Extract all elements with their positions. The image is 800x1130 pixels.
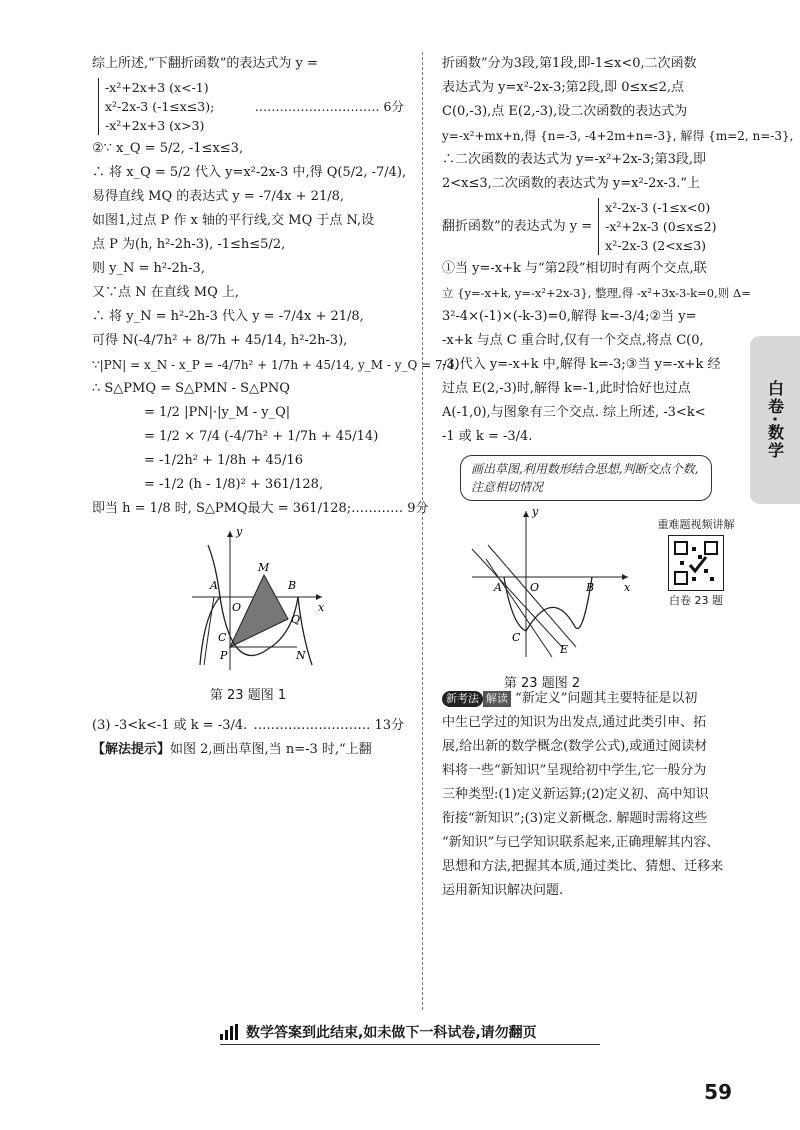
piece-row: -x²+2x+3 (x>3)	[105, 118, 205, 133]
point-label: C	[218, 631, 227, 644]
text-line: y=-x²+mx+n,得 {n=-3, -4+2m+n=-3}, 解得 {m=2, n=-3},	[442, 129, 794, 143]
point-label: P	[220, 649, 228, 662]
hint-text: 如图 2,画出草图,当 n=-3 时,“上翻	[170, 742, 372, 757]
piece-row: -x²+2x+3 (x<-1)	[105, 80, 209, 95]
note-bubble: 画出草图,利用数形结合思想,判断交点个数,注意相切情况	[460, 455, 712, 501]
piecewise-function-2	[598, 198, 716, 255]
axis-label-x: x	[318, 601, 325, 614]
bars-icon	[220, 1024, 238, 1040]
text-line: 3²-4×(-1)×(-k-3)=0,解得 k=-3/4;②当 y=	[442, 309, 697, 324]
point-label: A	[494, 581, 502, 594]
solution-hint	[92, 738, 404, 762]
footer-text: 数学答案到此结束,如未做下一科试卷,请勿翻页	[246, 1025, 537, 1041]
text-line: ∴ 将 x_Q = 5/2 代入 y=x²-2x-3 中,得 Q(5/2, -7/4),	[92, 165, 407, 180]
score-13: ……………………… 13分	[253, 718, 404, 733]
piecewise-function-1	[98, 78, 404, 135]
qr-title: 重难题视频讲解	[657, 518, 735, 531]
interpretation-badge: 解读	[483, 691, 511, 707]
text-line: 翻折函数”的表达式为 y =	[442, 218, 593, 234]
text-line: 表达式为 y=x²-2x-3;第2段,即 0≤x≤2,点	[442, 80, 685, 95]
point-label: C	[512, 631, 521, 644]
figure-1-caption: 第 23 题图 1	[209, 688, 287, 703]
axis-label-y: y	[532, 507, 539, 518]
axis-label-y: y	[236, 525, 243, 538]
text-line: 2<x≤3,二次函数的表达式为 y=x²-2x-3.“上	[442, 176, 700, 191]
figure-2	[442, 507, 742, 691]
section-tab-label: 白卷·数学	[765, 379, 785, 461]
text-line: = 1/2 |PN|·|y_M - y_Q|	[144, 405, 291, 420]
footer-banner	[220, 1020, 600, 1045]
score-9: ………… 9分	[351, 501, 429, 516]
text-line: 中生已学过的知识为出发点,通过此类引申、拓	[442, 715, 707, 730]
piece-row: x²-2x-3 (-1≤x<0)	[605, 200, 711, 215]
qr-subtitle: 白卷 23 题	[669, 594, 723, 607]
text-line: = -1/2 (h - 1/8)² + 361/128,	[144, 477, 324, 492]
text-line: -3)代入 y=-x+k 中,解得 k=-3;③当 y=-x+k 经	[442, 357, 721, 372]
point-label: B	[288, 579, 297, 592]
qr-code-icon[interactable]	[668, 535, 724, 591]
text-line: 三种类型:(1)定义新运算;(2)定义初、高中知识	[442, 787, 709, 802]
text-line: 易得直线 MQ 的表达式 y = -7/4x + 21/8,	[92, 189, 344, 204]
text-line: 如图1,过点 P 作 x 轴的平行线,交 MQ 于点 N,设	[92, 213, 375, 228]
text-line: ∴二次函数的表达式为 y=-x²+2x-3;第3段,即	[442, 152, 707, 167]
left-column	[92, 52, 459, 762]
figure-1-graph	[92, 525, 404, 675]
text-line: 立 {y=-x+k, y=-x²+2x-3}, 整理,得 -x²+3x-3-k=0,则 Δ=	[442, 286, 751, 300]
text-line: ∴ 将 y_N = h²-2h-3 代入 y = -7/4x + 21/8,	[92, 309, 364, 324]
piece-row: x²-2x-3 (-1≤x≤3);	[105, 99, 215, 114]
text-line: 可得 N(-4/7h² + 8/7h + 45/14, h²-2h-3),	[92, 333, 348, 348]
point-label: A	[210, 579, 218, 592]
point-label: O	[530, 581, 540, 594]
text-line: 过点 E(2,-3)时,解得 k=-1,此时恰好也过点	[442, 381, 691, 396]
text-line: (3) -3<k<-1 或 k = -3/4.	[92, 718, 248, 733]
point-label: O	[232, 601, 242, 614]
piece-row: x²-2x-3 (2<x≤3)	[605, 238, 707, 253]
point-label: M	[258, 561, 270, 574]
qr-block	[650, 517, 742, 609]
figure-1	[92, 525, 404, 708]
piece-row: -x²+2x-3 (0≤x≤2)	[605, 219, 717, 234]
text-line: A(-1,0),与图象有三个交点. 综上所述, -3<k<	[442, 405, 706, 420]
figure-2-graph	[442, 507, 642, 663]
point-label: B	[586, 581, 595, 594]
text-line: -1 或 k = -3/4.	[442, 429, 533, 444]
text-line: ①当 y=-x+k 与“第2段”相切时有两个交点,联	[442, 261, 707, 276]
text-line: 衔接“新知识”;(3)定义新概念. 解题时需将这些	[442, 811, 708, 826]
text-line: ∵|PN| = x_N - x_P = -4/7h² + 1/7h + 45/14, y_M - y_Q = 7/4,	[92, 358, 459, 372]
text-line: ∴ S△PMQ = S△PMN - S△PNQ	[92, 381, 290, 396]
axis-label-x: x	[624, 581, 631, 594]
text-line: 料将一些“新知识”呈现给初中学生,它一般分为	[442, 763, 707, 778]
text-line: 展,给出新的数学概念(数学公式),或通过阅读材	[442, 739, 708, 754]
text-line: “新定义”问题其主要特征是以初	[515, 691, 698, 706]
new-method-badge: 新考法	[442, 691, 483, 707]
text-line: 又∵点 N 在直线 MQ 上,	[92, 285, 240, 300]
text-line: 则 y_N = h²-2h-3,	[92, 261, 205, 276]
text-line: 思想和方法,把握其本质,通过类比、猜想、迁移来	[442, 859, 724, 874]
point-label: N	[296, 649, 306, 662]
text-line: 运用新知识解决问题.	[442, 883, 564, 898]
text-line: 综上所述,“下翻折函数”的表达式为 y =	[92, 56, 318, 71]
text-line: C(0,-3),点 E(2,-3),设二次函数的表达式为	[442, 104, 688, 119]
point-label: Q	[291, 613, 301, 626]
score-6: ………………………… 6分	[254, 99, 404, 114]
text-line: ②∵ x_Q = 5/2, -1≤x≤3,	[92, 141, 244, 156]
text-line: = -1/2h² + 1/8h + 45/16	[144, 453, 303, 468]
page-number: 59	[704, 1080, 732, 1104]
text-line: -x+k 与点 C 重合时,仅有一个交点,将点 C(0,	[442, 333, 704, 348]
text-line: 即当 h = 1/8 时, S△PMQ最大 = 361/128;	[92, 501, 352, 516]
section-tab	[750, 336, 800, 504]
figure-2-caption: 第 23 题图 2	[503, 676, 581, 691]
text-line: 点 P 为(h, h²-2h-3), -1≤h≤5/2,	[92, 237, 286, 252]
text-line: “新知识”与已学知识联系起来,正确理解其内容、	[442, 835, 720, 850]
column-divider	[422, 52, 423, 1010]
point-label: E	[560, 643, 569, 656]
text-line: 折函数”分为3段,第1段,即-1≤x<0,二次函数	[442, 56, 697, 71]
text-line: = 1/2 × 7/4 (-4/7h² + 1/7h + 45/14)	[144, 429, 379, 444]
hint-tag: 【解法提示】	[92, 742, 171, 757]
